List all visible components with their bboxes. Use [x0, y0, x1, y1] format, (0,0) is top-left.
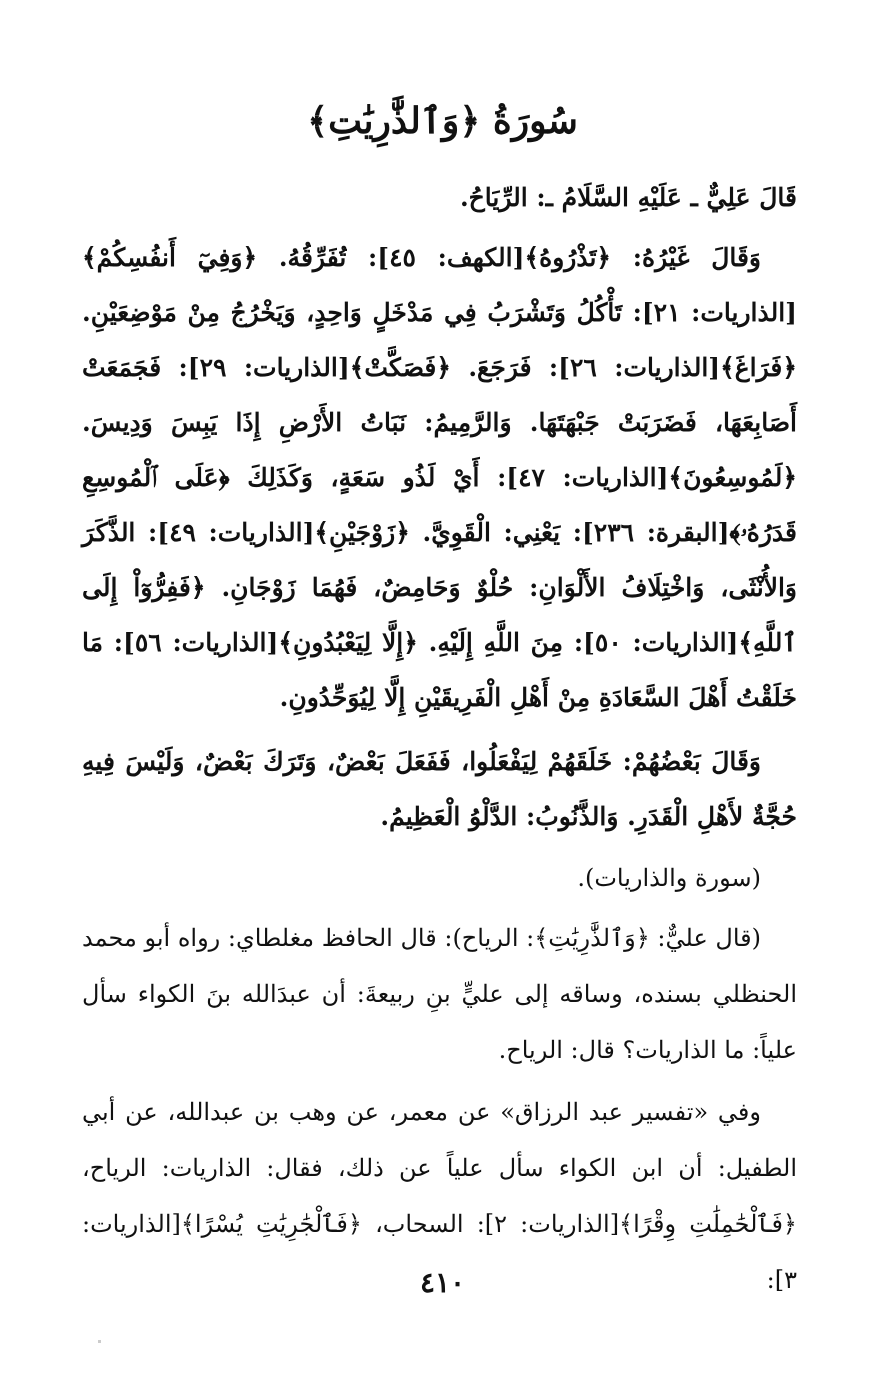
commentary-paragraph-1: (قال عليٌّ: ﴿وَٱلذَّٰرِيَٰتِ﴾: الرياح): قال الحافظ مغلطاي: رواه أبو محمد الحنظلي بسنده، وساقه إلى عليٍّ بنِ ربيعةَ: أن عبدَالله بنَ الكواء سأل علياً: ما الذاريات؟ قال: الرياح.: [82, 924, 797, 1064]
commentary-heading: (سورة والذاريات).: [577, 864, 761, 892]
scan-speck: [98, 1340, 101, 1343]
matn-paragraph-3: وَقَالَ بَعْضُهُمْ: خَلَقَهُمْ لِيَفْعَلُوا، فَفَعَلَ بَعْضٌ، وَتَرَكَ بَعْضٌ، وَلَيْسَ فِيهِ حُجَّةٌ لأَهْلِ الْقَدَرِ. وَالذَّنُوبُ: الدَّلْوُ الْعَظِيمُ.: [82, 747, 797, 831]
matn-paragraph-1: قَالَ عَلِيٌّ ـ عَلَيْهِ السَّلَامُ ـ: الرِّيَاحُ.: [459, 183, 797, 212]
commentary-paragraph-2: وفي «تفسير عبد الرزاق» عن معمر، عن وهب بن عبدالله، عن أبي الطفيل: أن ابن الكواء سأل علياً عن ذلك، فقال: الذاريات: الرياح، ﴿فَٱلْحَٰمِلَٰتِ وِقْرًا﴾[الذاريات: ٢]: السحاب، ﴿فَٱلْجَٰرِيَٰتِ يُسْرًا﴾[الذاريات: ٣]:: [82, 1098, 797, 1294]
surah-title: سُورَةُ ﴿وَٱلذَّٰرِيَٰتِ﴾: [307, 100, 578, 142]
page-number: ٤١٠: [419, 1266, 466, 1299]
matn-paragraph-2: وَقَالَ غَيْرُهُ: ﴿تَذْرُوهُ﴾[الكهف: ٤٥]: تُفَرِّقُهُ. ﴿وَفِيٓ أَنفُسِكُمْ﴾[الذاريات: ٢١]: تَأْكُلُ وَتَشْرَبُ فِي مَدْخَلٍ وَاحِدٍ، وَيَخْرُجُ مِنْ مَوْضِعَيْنِ. ﴿فَرَاغَ﴾[الذاريات: ٢٦]: فَرَجَعَ. ﴿فَصَكَّتْ﴾[الذاريات: ٢٩]: فَجَمَعَتْ أَصَابِعَهَا، فَضَرَبَتْ جَبْهَتَهَا. وَالرَّمِيمُ: نَبَاتُ الأَرْضِ إِذَا يَبِسَ وَدِيسَ. ﴿لَمُوسِعُونَ﴾[الذاريات: ٤٧]: أَيْ لَذُو سَعَةٍ، وَكَذَلِكَ ﴿عَلَى ٱلْمُوسِعِ قَدَرُهُۥ﴾[البقرة: ٢٣٦]: يَعْنِي: الْقَوِيَّ. ﴿زَوْجَيْنِ﴾[الذاريات: ٤٩]: الذَّكَرَ وَالأُنْثَى، وَاخْتِلَافُ الأَلْوَانِ: حُلْوٌ وَحَامِضٌ، فَهُمَا زَوْجَانِ. ﴿فَفِرُّوٓاْ إِلَى ٱللَّهِ﴾[الذاريات: ٥٠]: مِنَ اللَّهِ إِلَيْهِ. ﴿إِلَّا لِيَعْبُدُونِ﴾[الذاريات: ٥٦]: مَا خَلَقْتُ أَهْلَ السَّعَادَةِ مِنْ أَهْلِ الْفَرِيقَيْنِ إِلَّا لِيُوَحِّدُونِ.: [82, 243, 798, 712]
